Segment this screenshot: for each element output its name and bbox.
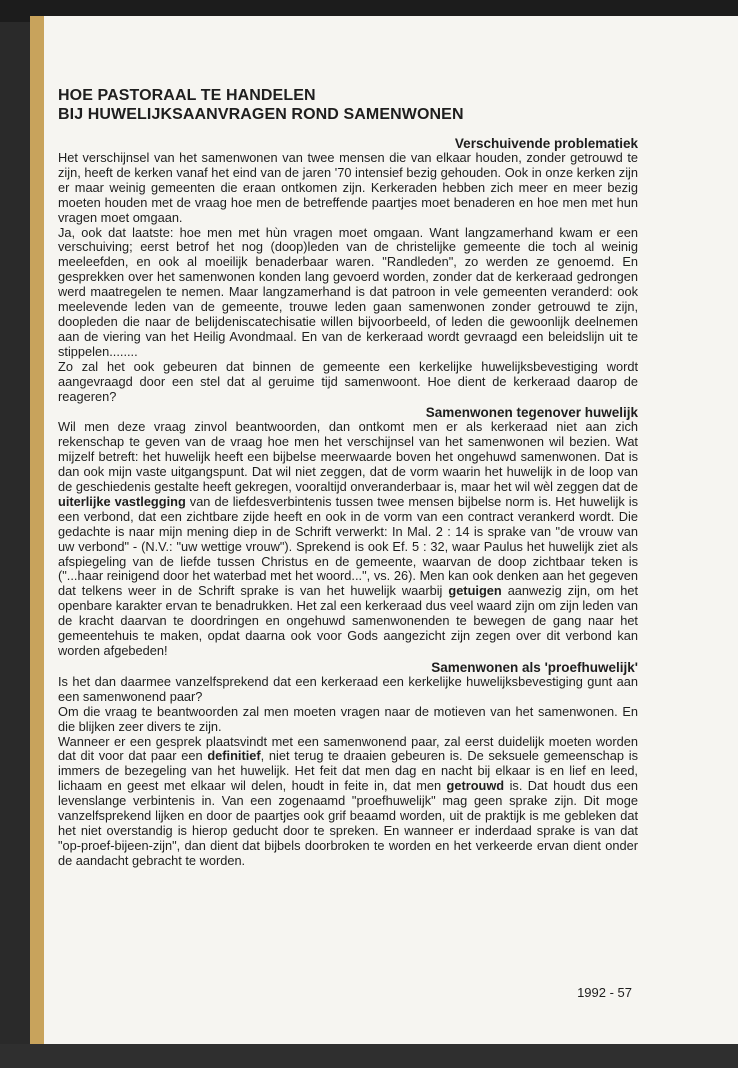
scan-bottom-edge — [0, 1044, 738, 1068]
title-line-1: HOE PASTORAAL TE HANDELEN — [58, 87, 316, 104]
emphasis: getrouwd — [446, 778, 505, 794]
section-heading-1: Verschuivende problematiek — [454, 136, 638, 151]
paragraph: Om die vraag te beantwoorden zal men moeten vragen naar de motieven van het samenwonen. En die blijken zeer divers te zijn. — [58, 703, 638, 734]
paragraph — [58, 420, 638, 659]
paragraph: Is het dan daarmee vanzelfsprekend dat een kerkeraad een kerkelijke huwelijksbevestiging gunt aan een samenwonend paar? — [58, 673, 638, 704]
text-run: van de liefdesverbintenis tussen twee mensen bijbelse norm is. Het huwelijk is een verbond, dat een zichtbare zijde heeft en ook in de vorm van een contract verankerd wordt. Die gedachte is naar mijn mening diep in de Schrift verwerkt: In Mal. 2 : 14 is sprake van "de vrouw van uw verbond" - (N.V.: "uw wettige vrouw"). Sprekend is ook Ef. 5 : 32, waar Paulus het huwelijk ziet als afspiegeling van de liefde tussen Christus en de gemeente, waarvan de doop zichtbaar teken is ("...haar reinigend door het waterbad met het woord...", vs. 26). Men kan ook denken aan het gegeven dat telkens weer in de Schrift sprake is van het huwelijk waarbij — [58, 493, 639, 599]
article — [58, 86, 638, 869]
text-run: Wanneer er een gesprek plaatsvindt met een samenwonend paar, zal eerst duidelijk moeten worden dat dit voor dat paar een — [58, 733, 638, 764]
emphasis: uiterlijke vastlegging — [58, 493, 186, 509]
section-heading-2: Samenwonen tegenover huwelijk — [425, 405, 638, 421]
paragraph — [58, 735, 638, 869]
text-run: , niet terug te draaien gebeuren is. De seksuele gemeenschap is immers de bezegeling van het huwelijk. Het feit dat men dag en nacht bij elkaar is en lief en leed, lichaam en geest met elkaar wil delen, houdt in feite in, dat men — [58, 748, 639, 794]
binding-strip — [30, 16, 44, 1048]
text-run: aanwezig zijn, om het openbare karakter ervan te benadrukken. Het zal een kerkeraad dus veel waard zijn om zijn leden van de kracht daarvan te doordringen en ongehuwd samenwonenden te bewegen de gang naar het gemeentehuis te maken, opdat daarna ook voor Gods aangezicht zijn zegen over dit verbond kan worden afgebeden! — [58, 583, 639, 658]
paragraph: Zo zal het ook gebeuren dat binnen de gemeente een kerkelijke huwelijksbevestiging wordt aangevraagd door een stel dat al geruime tijd samenwoont. Hoe dient de kerkeraad daarop de reageren? — [58, 358, 638, 404]
text-run: Wil men deze vraag zinvol beantwoorden, dan ontkomt men er als kerkeraad niet aan zich rekenschap te geven van de vraag hoe men het verschijnsel van het samenwonen wil bezien. Wat mijzelf betreft: het huwelijk heeft een bijbelse meerwaarde boven het ongehuwd samenwonen. Dat is dan ook mijn vaste uitgangspunt. Dat wil niet zeggen, dat de vorm waarin het huwelijk in de loop van de geschiedenis gestalte heeft gekregen, vooraltijd onveranderbaar is, maar het wil wèl zeggen dat de — [58, 419, 638, 495]
article-title — [58, 86, 638, 124]
page-number: 1992 - 57 — [577, 985, 632, 1000]
title-line-2: BIJ HUWELIJKSAANVRAGEN ROND SAMENWONEN — [58, 106, 464, 123]
text-run: is. Dat houdt dus een levenslange verbintenis in. Van een zogenaamd "proefhuwelijk" mag geen sprake zijn. Dit moge vanzelfsprekend lijken en door de paartjes ook grif beaamd worden, uit de praktijk is me gebleken dat het niet overstandig is hierop geducht door te spreken. En wanneer er inderdaad sprake is van dat "op-proef-bijeen-zijn", dan dient dat bijbels doorbroken te worden en het verkeerde ervan dient onder de aandacht gebracht te worden. — [58, 778, 639, 868]
emphasis: definitief — [207, 748, 261, 764]
paragraph: Ja, ook dat laatste: hoe men met hùn vragen moet omgaan. Want langzamerhand kwam er een verschuiving; eerst betrof het nog (doop)leden van de christelijke gemeente die toch al weinig meeleefden, en ook al moeilijk benaderbaar waren. "Randleden", zo werden ze genoemd. En gesprekken over het samenwonen konden lang gevoerd worden, zonder dat de kerkeraad gedrongen werd maatregelen te nemen. Maar langzamerhand is dat patroon in vele gemeenten veranderd: ook meelevende leden van de gemeente, trouwe leden gaan samenwonen zonder getrouwd te zijn, doopleden die naar de belijdeniscatechisatie willen bijvoorbeeld, of leden die gewoonlijk deelnemen aan de viering van het Heilig Avondmaal. En van de kerkeraad wordt gevraagd een beleidslijn uit te stippelen........ — [58, 224, 638, 359]
emphasis: getuigen — [448, 583, 502, 599]
paragraph: Het verschijnsel van het samenwonen van twee mensen die van elkaar houden, zonder getrouwd te zijn, heeft de kerken vanaf het eind van de jaren '70 intensief bezig gehouden. Ook in onze kerken zijn er maar weinig gemeenten die eraan ontkomen zijn. Kerkeraden hebben zich meer en meer bezig moeten houden met de vraag hoe men de betreffende paartjes moet benaderen en hoe men met hun vragen moet omgaan. — [58, 150, 638, 225]
section-heading-3: Samenwonen als 'proefhuwelijk' — [431, 659, 638, 675]
